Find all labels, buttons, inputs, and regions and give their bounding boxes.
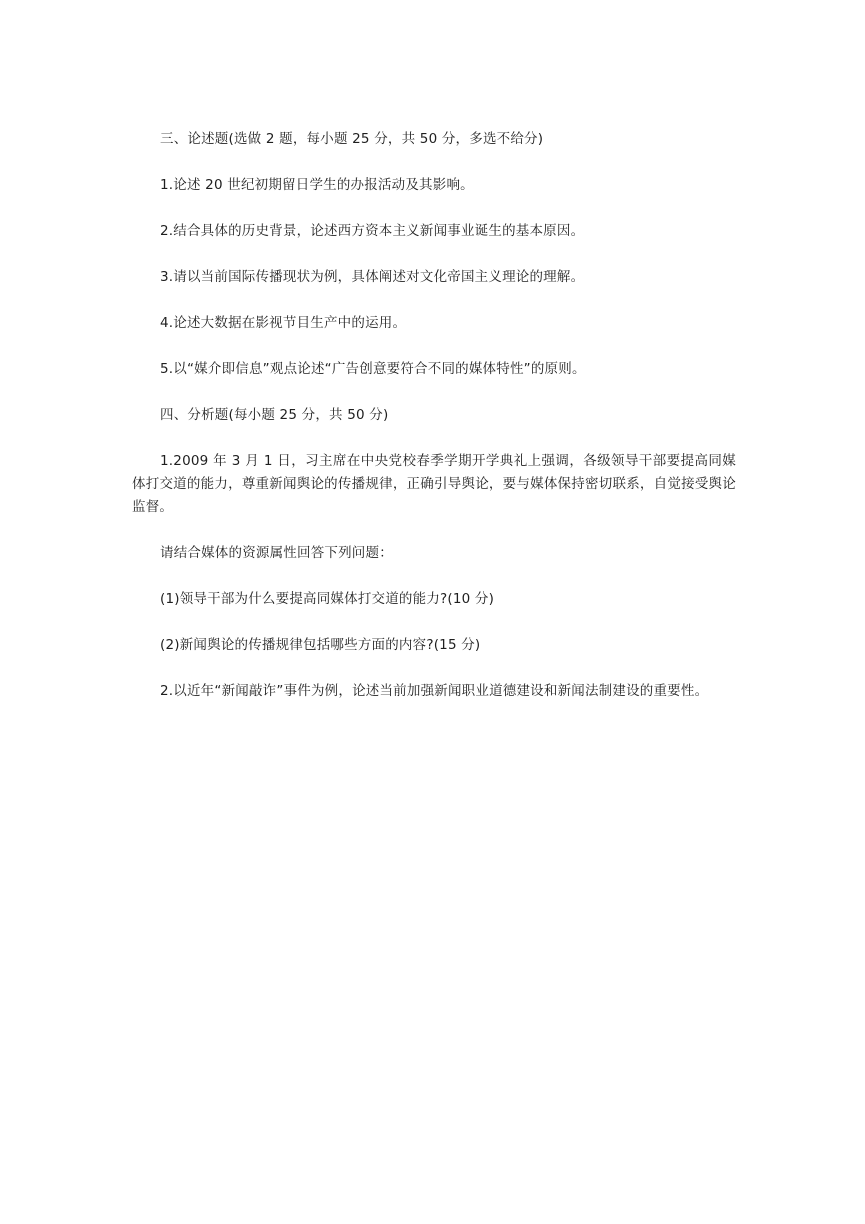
essay-question-2: 2.结合具体的历史背景，论述西方资本主义新闻事业诞生的基本原因。: [160, 223, 585, 239]
analysis-question-1: 1.2009 年 3 月 1 日，习主席在中央党校春季学期开学典礼上强调，各级领导干部要提高同媒体打交道的能力，尊重新闻舆论的传播规律，正确引导舆论，要与媒体保持密切联系，自觉接受舆论监督。: [132, 453, 736, 515]
section-heading-essay: 三、论述题(选做 2 题，每小题 25 分，共 50 分，多选不给分): [160, 131, 544, 147]
essay-question-3: 3.请以当前国际传播现状为例，具体阐述对文化帝国主义理论的理解。: [160, 269, 585, 285]
essay-question-1: 1.论述 20 世纪初期留日学生的办报活动及其影响。: [160, 177, 474, 193]
analysis-instruction: 请结合媒体的资源属性回答下列问题：: [160, 545, 393, 561]
analysis-question-2: 2.以近年“新闻敲诈”事件为例，论述当前加强新闻职业道德建设和新闻法制建设的重要性。: [160, 683, 709, 699]
document-body: [132, 128, 736, 703]
analysis-subquestion-2: (2)新闻舆论的传播规律包括哪些方面的内容?(15 分): [160, 637, 481, 653]
analysis-subquestion-1: (1)领导干部为什么要提高同媒体打交道的能力?(10 分): [160, 591, 495, 607]
essay-question-5: 5.以“媒介即信息”观点论述“广告创意要符合不同的媒体特性”的原则。: [160, 361, 586, 377]
essay-question-4: 4.论述大数据在影视节目生产中的运用。: [160, 315, 407, 331]
section-heading-analysis: 四、分析题(每小题 25 分，共 50 分): [160, 407, 389, 423]
